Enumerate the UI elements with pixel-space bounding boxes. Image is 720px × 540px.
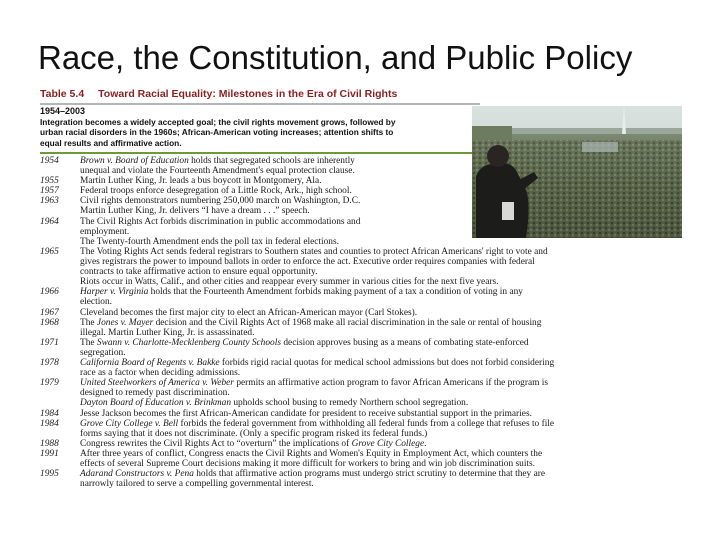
- milestone-text-line: [80, 358, 554, 368]
- case-name: Grove City College: [351, 438, 425, 449]
- milestone-text: The Voting Rights Act sends federal registrars to Southern states and counties to protect African Americans' right to vote and: [80, 246, 548, 257]
- milestone-text: election.: [80, 297, 113, 308]
- milestone-text-line: [80, 217, 360, 227]
- milestone-text-line: [80, 479, 314, 489]
- milestone-text-line: [80, 439, 426, 449]
- milestone-text: After three years of conflict, Congress enacts the Civil Rights and Women's Equity in Employment Act, which counters the: [80, 448, 543, 459]
- milestone-text-line: [80, 247, 548, 257]
- milestone-text: Martin Luther King, Jr. delivers “I have a dream . . .” speech.: [80, 206, 310, 217]
- case-name: Brown v. Board of Education: [80, 156, 189, 166]
- milestone-text: forbids the federal government from withholding all federal funds from a college that refuses to file: [178, 418, 555, 429]
- era-description-line: Integration becomes a widely accepted goal; the civil rights movement grows, followed by: [40, 116, 396, 127]
- milestone-text: holds that the Fourteenth Amendment forbids making payment of a tax a condition of voting in any: [148, 287, 523, 298]
- milestone-text: holds that segregated schools are inherently: [188, 156, 355, 166]
- milestone-year: 1995: [40, 469, 59, 480]
- case-name: Jones v. Mayer: [96, 317, 154, 328]
- milestone-text-line: [80, 277, 498, 287]
- milestone-text-line: [80, 368, 240, 378]
- photo-illustration: [472, 106, 682, 238]
- milestone-text-line: [80, 449, 542, 459]
- table-heading: [40, 86, 680, 102]
- milestone-text-line: [80, 257, 535, 267]
- milestone-text-line: [80, 429, 427, 439]
- milestone-year: 1966: [40, 287, 59, 298]
- milestone-year: 1957: [40, 186, 59, 197]
- milestone-year: 1965: [40, 246, 59, 257]
- milestone-text: unequal and violate the Fourteenth Amendment's equal protection clause.: [80, 166, 355, 177]
- milestone-text: The: [80, 337, 97, 348]
- milestone-year: 1978: [40, 358, 59, 368]
- milestone-text-line: [80, 409, 532, 419]
- milestone-text: Cleveland becomes the first major city to elect an African-American mayor (Carl Stokes).: [80, 307, 418, 318]
- milestone-text: holds that affirmative action programs must undergo strict scrutiny to determine that they are: [193, 469, 546, 480]
- milestone-text-line: [80, 206, 310, 216]
- milestone-text: employment.: [80, 226, 130, 237]
- milestone-year: 1979: [40, 378, 59, 389]
- milestone-text-line: [80, 338, 529, 348]
- milestone-text-line: [80, 388, 230, 398]
- milestone-text-line: [80, 297, 112, 307]
- heading-rule: [40, 103, 480, 105]
- milestone-text: narrowly tailored to serve a compelling governmental interest.: [80, 479, 314, 490]
- milestone-text: permits an affirmative action program to favor African Americans if the program is: [233, 378, 549, 389]
- milestone-year: 1967: [40, 307, 59, 318]
- milestone-text: illegal. Martin Luther King, Jr. is assassinated.: [80, 327, 255, 338]
- milestone-text-line: [80, 419, 554, 429]
- milestone-text: The Civil Rights Act forbids discrimination in public accommodations and: [80, 216, 361, 227]
- milestone-text: gives registrars the power to impound ballots in order to enforce the act. Executive order requires companies with federal: [80, 256, 535, 267]
- milestone-text-line: [80, 287, 523, 297]
- slide-title: Race, the Constitution, and Public Policy: [38, 39, 633, 76]
- milestone-text-line: [80, 469, 545, 479]
- milestone-text-line: [80, 227, 129, 237]
- milestone-text: Riots occur in Watts, Calif., and other cities and reappear every summer in various cities for the next five years.: [80, 277, 499, 288]
- civil-rights-march-photo: [472, 106, 682, 238]
- table-title: Toward Racial Equality: Milestones in the Era of Civil Rights: [98, 88, 398, 100]
- milestone-text: Congress rewrites the Civil Rights Act to “overturn” the implications of: [80, 438, 352, 449]
- milestone-year: 1968: [40, 317, 59, 328]
- milestone-text: race as a factor when deciding admissions.: [80, 368, 241, 379]
- milestone-text: Federal troops enforce desegregation of a Little Rock, Ark., high school.: [80, 186, 352, 197]
- milestone-text-line: [80, 459, 535, 469]
- era-description-line: equal results and affirmative action.: [40, 137, 182, 148]
- milestone-year: 1971: [40, 337, 59, 348]
- milestone-text-line: [80, 328, 254, 338]
- milestone-text-line: [80, 156, 355, 166]
- milestone-text-line: [80, 176, 322, 186]
- milestone-text-line: [80, 186, 352, 196]
- milestone-text: contracts to take affirmative action to ensure equal opportunity.: [80, 267, 318, 278]
- milestone-text-line: [80, 196, 360, 206]
- case-name: Harper v. Virginia: [80, 287, 149, 298]
- milestone-year: 1984: [40, 418, 59, 429]
- milestone-year: 1988: [40, 438, 59, 449]
- era-summary: [40, 106, 468, 152]
- table-number: Table 5.4: [40, 88, 85, 100]
- milestone-year: 1964: [40, 216, 59, 227]
- milestone-text-line: [80, 166, 355, 176]
- era-divider: [40, 152, 472, 154]
- milestone-year: 1984: [40, 408, 59, 419]
- milestone-text: The Twenty-fourth Amendment ends the poll tax in federal elections.: [80, 236, 339, 247]
- milestone-text: effects of several Supreme Court decisions making it more difficult for workers to bring and win job discrimination suits.: [80, 458, 536, 469]
- milestone-text: Jesse Jackson becomes the first African-American candidate for president to receive substantial support in the primaries.: [80, 408, 532, 419]
- milestone-text: forms saying that it does not discriminate. (Only a specific program risked its federal funds.): [80, 428, 428, 439]
- era-range: 1954–2003: [40, 106, 86, 116]
- milestone-text-line: [80, 398, 468, 408]
- milestone-text: forbids rigid racial quotas for medical school admissions but does not forbid considering: [219, 358, 555, 368]
- milestone-text: upholds school busing to remedy Northern school segregation.: [231, 398, 469, 409]
- milestone-text: decision approves busing as a means of combating state-enforced: [281, 337, 529, 348]
- case-name: United Steelworkers of America v. Weber: [80, 378, 234, 389]
- case-name: Adarand Constructors v. Pena: [80, 469, 194, 480]
- milestone-text-line: [80, 267, 317, 277]
- milestone-text: .: [424, 438, 427, 449]
- milestone-text: decision and the Civil Rights Act of 1968 make all racial discrimination in the sale or rental of housing: [153, 317, 542, 328]
- milestone-text: Civil rights demonstrators numbering 250,000 march on Washington, D.C.: [80, 196, 361, 207]
- milestone-year: 1955: [40, 176, 59, 187]
- case-name: Dayton Board of Education v. Brinkman: [80, 398, 232, 409]
- era-description-line: urban racial disorders in the 1960s; African-American voting increases; attention shifts to: [40, 127, 394, 137]
- milestone-text: designed to remedy past discrimination.: [80, 388, 230, 399]
- milestone-year: 1954: [40, 156, 59, 166]
- milestone-year: 1963: [40, 196, 59, 207]
- milestone-text-line: [80, 318, 541, 328]
- case-name: California Board of Regents v. Bakke: [80, 358, 220, 368]
- milestone-text-line: [80, 308, 417, 318]
- milestone-text: Martin Luther King, Jr. leads a bus boycott in Montgomery, Ala.: [80, 176, 322, 187]
- case-name: Swann v. Charlotte-Mecklenberg County Schools: [96, 337, 281, 348]
- milestone-text: segregation.: [80, 347, 126, 358]
- milestone-year: 1991: [40, 448, 59, 459]
- case-name: Grove City College v. Bell: [80, 418, 179, 429]
- milestone-text: The: [80, 317, 97, 328]
- milestone-text-line: [80, 237, 339, 247]
- milestone-text-line: [80, 378, 548, 388]
- milestone-text-line: [80, 348, 126, 358]
